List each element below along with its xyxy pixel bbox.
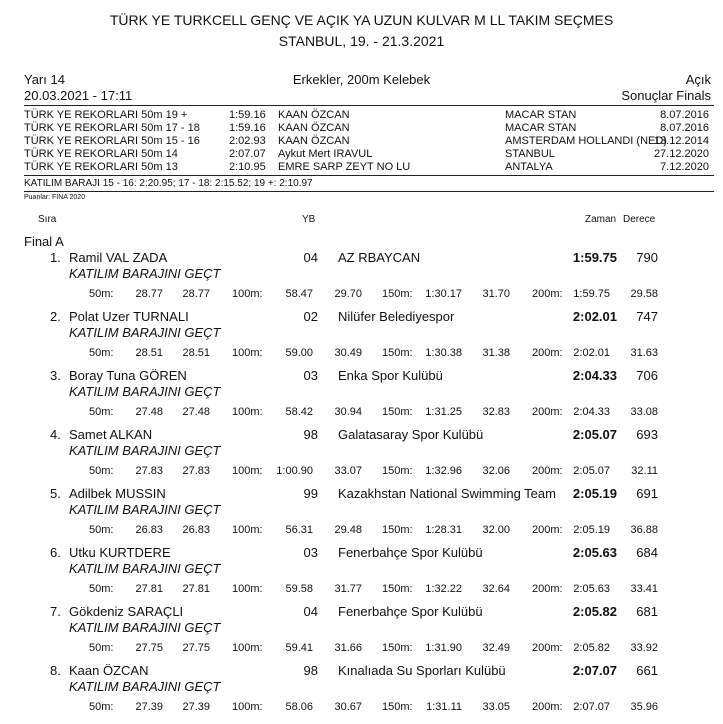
record-date: 8.07.2016 [660, 109, 709, 121]
split-label-150: 150m: [382, 465, 413, 477]
split-150-lap: 31.70 [482, 288, 510, 300]
birth-year: 98 [303, 427, 318, 442]
split-200-lap: 32.11 [631, 465, 658, 477]
divider [24, 175, 714, 176]
split-50-lap: 27.83 [182, 465, 210, 477]
col-header-rank: Sıra [38, 214, 57, 225]
swimmer-name: Utku KURTDERE [69, 545, 171, 560]
meet-title: TÜRK YE TURKCELL GENÇ VE AÇIK YA UZUN KULVAR M LL TAKIM SEÇMES [109, 12, 614, 28]
split-label-50: 50m: [89, 465, 114, 477]
split-50-time: 27.81 [135, 583, 163, 595]
birth-year: 04 [303, 250, 318, 265]
record-holder: KAAN ÖZCAN [278, 122, 350, 134]
split-150-time: 1:32.96 [425, 465, 462, 477]
record-place: MACAR STAN [505, 122, 577, 134]
swimmer-name: Samet ALKAN [69, 427, 153, 442]
split-label-200: 200m: [532, 642, 563, 654]
record-time: 2:07.07 [229, 148, 266, 160]
split-label-50: 50m: [89, 701, 114, 713]
split-label-200: 200m: [532, 583, 563, 595]
split-200-lap: 33.92 [630, 642, 658, 654]
divider [24, 191, 714, 192]
club-name: Galatasaray Spor Kulübü [338, 427, 484, 442]
club-name: Nilüfer Belediyespor [338, 309, 455, 324]
record-date: 7.12.2020 [660, 161, 709, 173]
swimmer-name: Boray Tuna GÖREN [69, 368, 187, 383]
fina-points: 693 [636, 427, 658, 442]
swimmer-name: Ramil VAL ZADA [69, 250, 168, 265]
club-name: Kazakhstan National Swimming Team [338, 486, 556, 501]
split-100-time: 56.31 [285, 524, 313, 536]
qualification-note: KATILIM BARAJINI GEÇT [69, 384, 221, 399]
split-label-150: 150m: [382, 406, 413, 418]
split-200-time: 2:05.63 [573, 583, 610, 595]
split-100-time: 59.58 [285, 583, 313, 595]
split-100-lap: 31.66 [334, 642, 362, 654]
swimmer-name: Gökdeniz SARAÇLI [69, 604, 184, 619]
fina-points: 790 [636, 250, 658, 265]
split-150-time: 1:31.11 [426, 701, 462, 713]
split-50-time: 28.51 [135, 347, 163, 359]
split-100-lap: 29.70 [334, 288, 362, 300]
split-150-time: 1:30.38 [425, 347, 462, 359]
final-time: 2:05.19 [572, 486, 617, 501]
split-200-time: 2:05.19 [573, 524, 610, 536]
result-rank: 6. [50, 545, 61, 560]
club-name: AZ RBAYCAN [338, 250, 421, 265]
split-50-lap: 26.83 [182, 524, 210, 536]
split-150-time: 1:28.31 [425, 524, 462, 536]
result-rank: 2. [50, 309, 61, 324]
split-label-200: 200m: [532, 701, 563, 713]
split-100-lap: 30.67 [334, 701, 362, 713]
split-200-time: 2:05.07 [573, 465, 610, 477]
split-label-200: 200m: [532, 465, 563, 477]
qualification-note: KATILIM BARAJINI GEÇT [69, 502, 221, 517]
split-label-100: 100m: [232, 524, 263, 536]
race-number: Yarı 14 [24, 72, 65, 87]
split-50-time: 27.75 [135, 642, 163, 654]
split-label-150: 150m: [382, 701, 413, 713]
record-place: MACAR STAN [505, 109, 577, 121]
split-100-time: 1:00.90 [276, 465, 313, 477]
split-200-lap: 33.41 [630, 583, 658, 595]
split-200-time: 2:07.07 [573, 701, 610, 713]
record-label: TÜRK YE REKORLARI 50m 15 - 16 [24, 135, 200, 147]
result-rank: 4. [50, 427, 61, 442]
final-time: 2:05.07 [572, 427, 617, 442]
split-label-150: 150m: [382, 642, 413, 654]
record-place: ANTALYA [505, 161, 553, 173]
swimmer-name: Polat Uzer TURNALI [69, 309, 189, 324]
birth-year: 03 [303, 368, 318, 383]
split-150-lap: 32.00 [482, 524, 510, 536]
split-200-lap: 35.96 [630, 701, 658, 713]
club-name: Fenerbahçe Spor Kulübü [338, 545, 483, 560]
split-100-time: 58.42 [285, 406, 313, 418]
split-label-50: 50m: [89, 583, 114, 595]
split-label-150: 150m: [382, 583, 413, 595]
qualification-note: KATILIM BARAJINI GEÇT [69, 266, 221, 281]
split-200-lap: 31.63 [630, 347, 658, 359]
record-holder: KAAN ÖZCAN [278, 135, 350, 147]
fina-points: 681 [636, 604, 658, 619]
final-time: 2:05.63 [572, 545, 617, 560]
fina-points: 706 [636, 368, 658, 383]
final-time: 2:07.07 [572, 663, 617, 678]
swimmer-name: Adilbek MUSSIN [69, 486, 166, 501]
split-150-lap: 32.06 [482, 465, 510, 477]
qualification-note: KATILIM BARAJINI GEÇT [69, 443, 221, 458]
qualification-note: KATILIM BARAJINI GEÇT [69, 679, 221, 694]
split-100-lap: 31.77 [334, 583, 362, 595]
split-50-lap: 27.75 [182, 642, 210, 654]
fina-points: 684 [636, 545, 658, 560]
final-time: 2:04.33 [572, 368, 617, 383]
split-50-lap: 27.81 [182, 583, 210, 595]
split-100-lap: 30.49 [334, 347, 362, 359]
split-label-100: 100m: [232, 642, 263, 654]
qualifying-standards: KATILIM BARAJI 15 - 16: 2:20.95; 17 - 18: 2:15.52; 19 +: 2:10.97 [24, 178, 313, 189]
meet-location-dates: STANBUL, 19. - 21.3.2021 [278, 33, 445, 49]
record-place: AMSTERDAM HOLLANDI (NED) [505, 135, 667, 147]
split-200-lap: 29.58 [630, 288, 658, 300]
col-header-degree: Derece [623, 214, 656, 225]
split-150-time: 1:31.25 [425, 406, 462, 418]
split-label-50: 50m: [89, 288, 114, 300]
split-150-lap: 31.38 [482, 347, 510, 359]
birth-year: 04 [303, 604, 318, 619]
split-100-time: 59.00 [285, 347, 313, 359]
split-label-50: 50m: [89, 406, 114, 418]
record-time: 1:59.16 [229, 122, 266, 134]
split-label-200: 200m: [532, 347, 563, 359]
split-label-200: 200m: [532, 288, 563, 300]
record-date: 27.12.2020 [653, 148, 709, 160]
result-rank: 3. [50, 368, 61, 383]
split-100-time: 58.47 [285, 288, 313, 300]
split-label-100: 100m: [232, 406, 263, 418]
split-label-100: 100m: [232, 465, 263, 477]
fina-points: 661 [636, 663, 658, 678]
points-note: Puanlar: FINA 2020 [24, 194, 86, 201]
divider [24, 105, 714, 106]
final-time: 2:02.01 [572, 309, 617, 324]
result-type: Sonuçlar Finals [621, 88, 711, 103]
result-rank: 1. [50, 250, 61, 265]
split-label-100: 100m: [232, 701, 263, 713]
split-label-200: 200m: [532, 524, 563, 536]
split-100-time: 59.41 [285, 642, 313, 654]
split-label-50: 50m: [89, 524, 114, 536]
split-50-lap: 27.39 [182, 701, 210, 713]
club-name: Kınalıada Su Sporları Kulübü [338, 663, 506, 678]
race-datetime: 20.03.2021 - 17:11 [24, 88, 133, 103]
split-200-lap: 36.88 [630, 524, 658, 536]
record-holder: KAAN ÖZCAN [278, 109, 350, 121]
split-50-lap: 28.77 [182, 288, 210, 300]
split-50-lap: 28.51 [182, 347, 210, 359]
split-150-time: 1:30.17 [425, 288, 462, 300]
split-100-lap: 30.94 [334, 406, 362, 418]
split-label-100: 100m: [232, 583, 263, 595]
split-200-time: 1:59.75 [573, 288, 610, 300]
col-header-yb: YB [302, 214, 316, 225]
record-time: 2:10.95 [229, 161, 266, 173]
fina-points: 747 [636, 309, 658, 324]
split-150-time: 1:31.90 [425, 642, 462, 654]
split-label-150: 150m: [382, 347, 413, 359]
split-label-150: 150m: [382, 524, 413, 536]
birth-year: 99 [303, 486, 318, 501]
split-150-lap: 32.83 [482, 406, 510, 418]
result-rank: 5. [50, 486, 61, 501]
qualification-note: KATILIM BARAJINI GEÇT [69, 561, 221, 576]
record-place: STANBUL [505, 148, 555, 160]
split-label-150: 150m: [382, 288, 413, 300]
final-time: 2:05.82 [572, 604, 617, 619]
record-holder: Aykut Mert IRAVUL [278, 148, 373, 160]
split-50-time: 28.77 [135, 288, 163, 300]
final-time: 1:59.75 [572, 250, 617, 265]
record-label: TÜRK YE REKORLARI 50m 19 + [24, 109, 188, 121]
split-150-time: 1:32.22 [425, 583, 462, 595]
split-50-time: 27.39 [135, 701, 163, 713]
split-150-lap: 32.49 [482, 642, 510, 654]
split-50-lap: 27.48 [182, 406, 210, 418]
split-label-100: 100m: [232, 288, 263, 300]
final-label: Final A [24, 234, 64, 249]
split-200-lap: 33.08 [630, 406, 658, 418]
record-date: 13.12.2014 [653, 135, 709, 147]
birth-year: 98 [303, 663, 318, 678]
record-label: TÜRK YE REKORLARI 50m 13 [24, 161, 178, 173]
split-200-time: 2:05.82 [573, 642, 610, 654]
club-name: Fenerbahçe Spor Kulübü [338, 604, 483, 619]
split-150-lap: 33.05 [482, 701, 510, 713]
birth-year: 02 [303, 309, 318, 324]
record-time: 1:59.16 [229, 109, 266, 121]
col-header-time: Zaman [585, 214, 617, 225]
split-label-50: 50m: [89, 347, 114, 359]
result-rank: 7. [50, 604, 61, 619]
split-label-100: 100m: [232, 347, 263, 359]
split-50-time: 26.83 [135, 524, 163, 536]
record-label: TÜRK YE REKORLARI 50m 17 - 18 [24, 122, 200, 134]
event-name: Erkekler, 200m Kelebek [292, 72, 431, 87]
split-100-lap: 29.48 [334, 524, 362, 536]
qualification-note: KATILIM BARAJINI GEÇT [69, 620, 221, 635]
split-150-lap: 32.64 [482, 583, 510, 595]
event-category: Açık [685, 72, 711, 87]
split-100-lap: 33.07 [334, 465, 362, 477]
record-holder: EMRE SARP ZEYT NO LU [278, 161, 411, 173]
fina-points: 691 [636, 486, 658, 501]
split-50-time: 27.83 [135, 465, 163, 477]
club-name: Enka Spor Kulübü [338, 368, 443, 383]
birth-year: 03 [303, 545, 318, 560]
split-200-time: 2:04.33 [573, 406, 610, 418]
record-date: 8.07.2016 [660, 122, 709, 134]
result-rank: 8. [50, 663, 61, 678]
split-200-time: 2:02.01 [573, 347, 610, 359]
split-label-200: 200m: [532, 406, 563, 418]
split-100-time: 58.06 [285, 701, 313, 713]
swimmer-name: Kaan ÖZCAN [69, 663, 149, 678]
split-label-50: 50m: [89, 642, 114, 654]
split-50-time: 27.48 [135, 406, 163, 418]
record-label: TÜRK YE REKORLARI 50m 14 [24, 148, 178, 160]
qualification-note: KATILIM BARAJINI GEÇT [69, 325, 221, 340]
record-time: 2:02.93 [229, 135, 266, 147]
